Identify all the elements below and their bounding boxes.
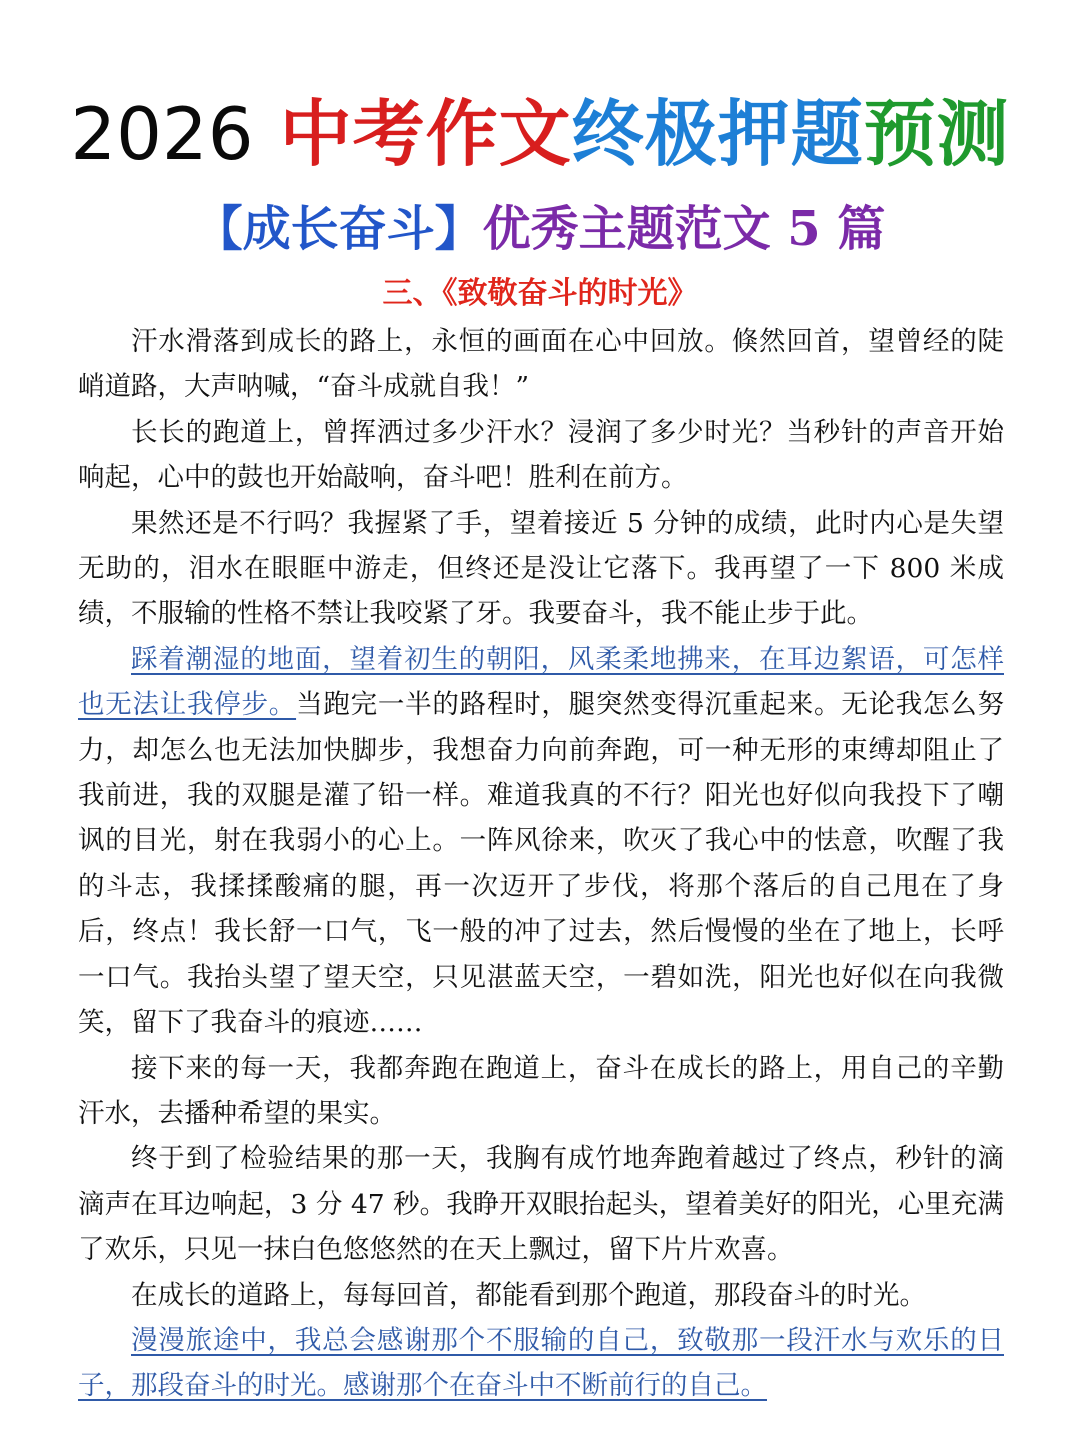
title-part-red: 中考作文 bbox=[279, 92, 572, 176]
highlighted-sentence: 踩着潮湿的地面，望着初生的朝阳，风柔柔地拂来，在耳边絮语，可怎样也无法让我停步。 bbox=[78, 643, 1004, 721]
essay-body bbox=[78, 319, 1004, 1409]
paragraph bbox=[78, 410, 1004, 501]
page-title bbox=[0, 92, 1080, 176]
paragraph-text: 在成长的道路上，每每回首，都能看到那个跑道，那段奋斗的时光。 bbox=[131, 1279, 926, 1311]
title-part-green: 预测 bbox=[863, 92, 1010, 176]
title-part-blue: 终极押题 bbox=[571, 92, 864, 176]
paragraph bbox=[78, 1046, 1004, 1137]
highlighted-sentence: 漫漫旅途中，我总会感谢那个不服输的自己，致敬那一段汗水与欢乐的日子，那段奋斗的时光。感谢那个在奋斗中不断前行的自己。 bbox=[78, 1324, 1004, 1402]
page-subtitle bbox=[0, 198, 1080, 260]
paragraph-text: 果然还是不行吗？我握紧了手，望着接近 5 分钟的成绩，此时内心是失望无助的，泪水在眼眶中游走，但终还是没让它落下。我再望了一下 800 米成绩，不服输的性格不禁让我咬紧了牙。我要奋斗，我不能止步于此。 bbox=[78, 507, 1004, 630]
paragraph-text: 汗水滑落到成长的路上，永恒的画面在心中回放。倏然回首，望曾经的陡峭道路，大声呐喊，“奋斗成就自我！” bbox=[78, 326, 1004, 403]
paragraph-text: 当跑完一半的路程时，腿突然变得沉重起来。无论我怎么努力，却怎么也无法加快脚步，我想奋力向前奔跑，可一种无形的束缚却阻止了我前进，我的双腿是灌了铅一样。难道我真的不行？阳光也好似向我投下了嘲讽的目光，射在我弱小的心上。一阵风徐来，吹灭了我心中的怯意，吹醒了我的斗志，我揉揉酸痛的腿，再一次迈开了步伐，将那个落后的自己甩在了身后，终点！我长舒一口气，飞一般的冲了过去，然后慢慢的坐在了地上，长呼一口气。我抬头望了望天空，只见湛蓝天空，一碧如洗，阳光也好似在向我微笑，留下了我奋斗的痕迹…… bbox=[78, 689, 1005, 1039]
subtitle-theme: 【成长奋斗】 bbox=[194, 201, 483, 257]
essay-title: 三、《致敬奋斗的时光》 bbox=[382, 276, 698, 311]
paragraph bbox=[78, 1273, 1004, 1318]
paragraph-text: 终于到了检验结果的那一天，我胸有成竹地奔跑着越过了终点，秒针的滴滴声在耳边响起，3 分 47 秒。我睁开双眼抬起头，望着美好的阳光，心里充满了欢乐，只见一抹白色悠悠然的在天上飘过，留下片片欢喜。 bbox=[78, 1143, 1004, 1266]
paragraph bbox=[78, 1136, 1004, 1272]
paragraph-text: 接下来的每一天，我都奔跑在跑道上，奋斗在成长的路上，用自己的辛勤汗水，去播种希望的果实。 bbox=[78, 1052, 1004, 1129]
paragraph-text: 长长的跑道上，曾挥洒过多少汗水？浸润了多少时光？当秒针的声音开始响起，心中的鼓也开始敲响，奋斗吧！胜利在前方。 bbox=[78, 416, 1004, 494]
subtitle-rest: 优秀主题范文 5 篇 bbox=[482, 201, 886, 257]
paragraph bbox=[78, 1318, 1004, 1409]
title-year: 2026 bbox=[70, 92, 254, 176]
paragraph bbox=[78, 637, 1004, 1046]
paragraph bbox=[78, 319, 1004, 410]
paragraph bbox=[78, 501, 1004, 637]
